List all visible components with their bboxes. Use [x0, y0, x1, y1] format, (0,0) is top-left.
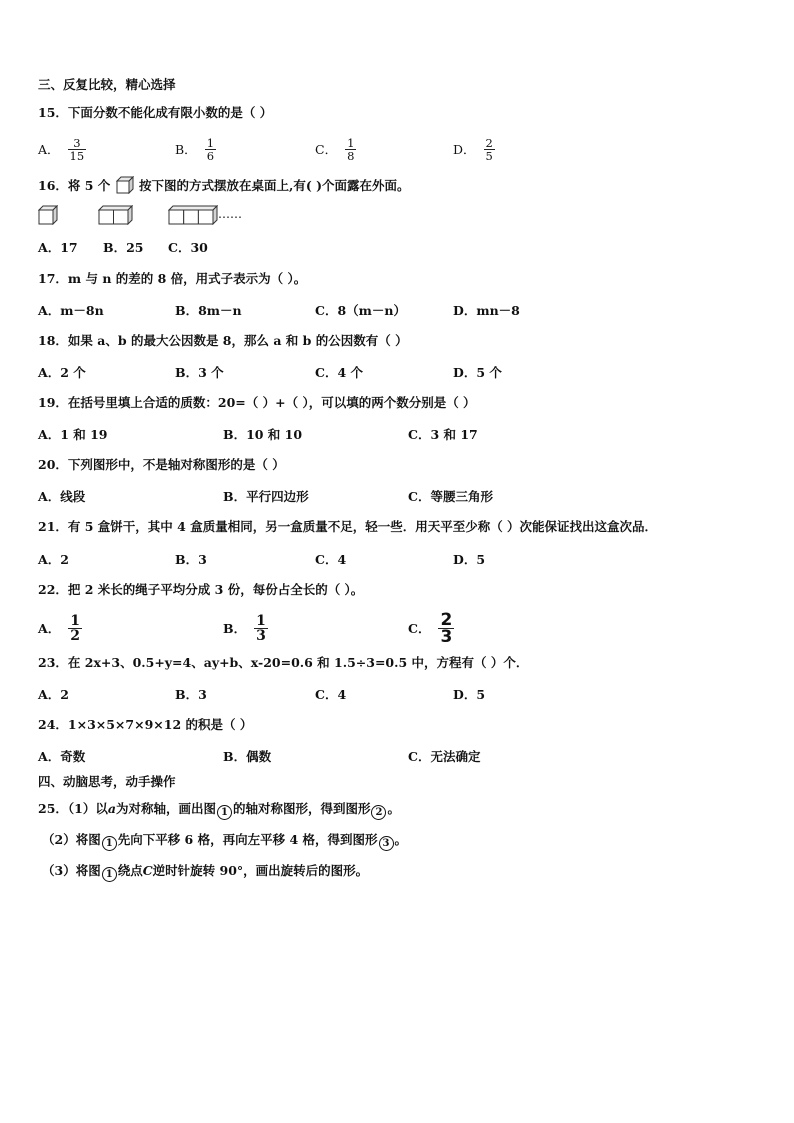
q20-option-b[interactable]: B．平行四边形	[223, 489, 309, 504]
q24-option-b[interactable]: B．偶数	[223, 749, 272, 764]
q15-option-a[interactable]: A． $\frac{3}{15}$	[38, 135, 85, 163]
q19-option-c[interactable]: C．3 和 17	[408, 427, 478, 442]
circled-number-1: 1	[102, 867, 117, 882]
fraction: $\frac{3}{15}$	[69, 135, 85, 163]
q25-part1: 25．（1）以a为对称轴，画出图 1 的轴对称图形，得到图形 2 。	[38, 801, 400, 818]
q19-options	[38, 419, 758, 449]
q21-option-c[interactable]: C．4	[315, 552, 347, 567]
q18-options	[38, 357, 758, 387]
q24-option-c[interactable]: C．无法确定	[408, 749, 481, 764]
fraction: $\frac{1}{8}$	[347, 135, 355, 163]
q15-option-d[interactable]: D． $\frac{2}{5}$	[453, 135, 493, 163]
q20-stem: 20．下列图形中，不是轴对称图形的是（ ）	[38, 457, 285, 472]
q23-stem: 23．在 2x+3、0.5+y=4、ay+b、x-20=0.6 和 1.5÷3=0.5 中，方程有（ ）个．	[38, 655, 529, 670]
circled-number-2: 2	[371, 805, 386, 820]
q23-option-a[interactable]: A．2	[38, 687, 69, 702]
q20-options	[38, 481, 758, 511]
q21-options	[38, 544, 758, 574]
q22-stem: 22．把 2 米长的绳子平均分成 3 份，每份占全长的（ ）。	[38, 582, 364, 597]
q21-option-b[interactable]: B．3	[175, 552, 207, 567]
circled-number-3: 3	[379, 836, 394, 851]
q21-stem: 21．有 5 盒饼干，其中 4 盒质量相同，另一盒质量不足，轻一些．用天平至少称（ ）次能保证找出这盒次品．	[38, 519, 658, 534]
fraction: $\frac{1}{2}$	[70, 612, 80, 644]
q15-option-c[interactable]: C． $\frac{1}{8}$	[315, 135, 355, 163]
fraction: $\frac{1}{6}$	[206, 135, 215, 163]
fraction: $\frac{2}{3}$	[440, 609, 453, 647]
q17-options	[38, 295, 758, 325]
q23-option-c[interactable]: C．4	[315, 687, 347, 702]
fraction: $\frac{2}{5}$	[485, 135, 493, 163]
q17-option-c[interactable]: C．8（m－n）	[315, 303, 406, 318]
q18-option-a[interactable]: A．2 个	[38, 365, 86, 380]
q19-stem: 19．在括号里填上合适的质数：20=（ ）+（ ），可以填的两个数分别是（ ）	[38, 395, 476, 410]
section-4-title: 四、动脑思考，动手操作	[38, 774, 176, 789]
q24-options	[38, 741, 758, 771]
q24-stem: 24．1×3×5×7×9×12 的积是（ ）	[38, 717, 253, 732]
axis-variable: a	[107, 801, 116, 816]
q18-option-d[interactable]: D．5 个	[453, 365, 502, 380]
q17-option-a[interactable]: A．m－8n	[38, 303, 104, 318]
q22-option-a[interactable]: A． $\frac{1}{2}$	[38, 612, 80, 644]
q19-option-b[interactable]: B．10 和 10	[223, 427, 303, 442]
q20-option-c[interactable]: C．等腰三角形	[408, 489, 493, 504]
fraction: $\frac{1}{3}$	[256, 612, 266, 644]
q15-stem: 15．下面分数不能化成有限小数的是（ ）	[38, 105, 273, 120]
q16-option-b[interactable]: B．25	[103, 240, 144, 255]
q24-option-a[interactable]: A．奇数	[38, 749, 86, 764]
circled-number-1: 1	[217, 805, 232, 820]
q18-option-b[interactable]: B．3 个	[175, 365, 224, 380]
q22-options	[38, 611, 758, 645]
q23-option-d[interactable]: D．5	[453, 687, 486, 702]
q15-options	[38, 134, 758, 164]
q16-stem: 16．将 5 个 按下图的方式摆放在桌面上,有( )个面露在外面。	[38, 178, 410, 193]
section-3-title: 三、反复比较，精心选择	[38, 77, 176, 92]
q16-options	[38, 232, 758, 262]
q23-options	[38, 679, 758, 709]
cube-icon	[116, 176, 134, 194]
q16-option-a[interactable]: A．17	[38, 240, 78, 255]
q15-option-b[interactable]: B． $\frac{1}{6}$	[175, 135, 215, 163]
q20-option-a[interactable]: A．线段	[38, 489, 86, 504]
two-cubes-figure	[98, 205, 133, 225]
q22-option-c[interactable]: C． $\frac{2}{3}$	[408, 609, 453, 647]
q16-option-c[interactable]: C．30	[168, 240, 208, 255]
q21-option-a[interactable]: A．2	[38, 552, 69, 567]
q19-option-a[interactable]: A．1 和 19	[38, 427, 108, 442]
q17-stem: 17．m 与 n 的差的 8 倍，用式子表示为（ ）。	[38, 271, 307, 286]
q17-option-d[interactable]: D．mn－8	[453, 303, 520, 318]
single-cube-figure	[38, 205, 58, 225]
q18-stem: 18．如果 a、b 的最大公因数是 8，那么 a 和 b 的公因数有（ ）	[38, 333, 408, 348]
q18-option-c[interactable]: C．4 个	[315, 365, 363, 380]
q23-option-b[interactable]: B．3	[175, 687, 207, 702]
q22-option-b[interactable]: B． $\frac{1}{3}$	[223, 612, 266, 644]
figure-ellipsis: ……	[218, 207, 242, 221]
point-variable: C	[142, 863, 153, 878]
q25-part3: （3）将图 1 绕点C逆时针旋转 90°，画出旋转后的图形。	[42, 863, 369, 880]
q16-cube-figure	[38, 205, 298, 227]
circled-number-1: 1	[102, 836, 117, 851]
q21-option-d[interactable]: D．5	[453, 552, 486, 567]
q17-option-b[interactable]: B．8m－n	[175, 303, 242, 318]
three-cubes-figure	[168, 205, 218, 225]
q25-part2: （2）将图 1 先向下平移 6 格，再向左平移 4 格，得到图形 3 。	[42, 832, 408, 849]
